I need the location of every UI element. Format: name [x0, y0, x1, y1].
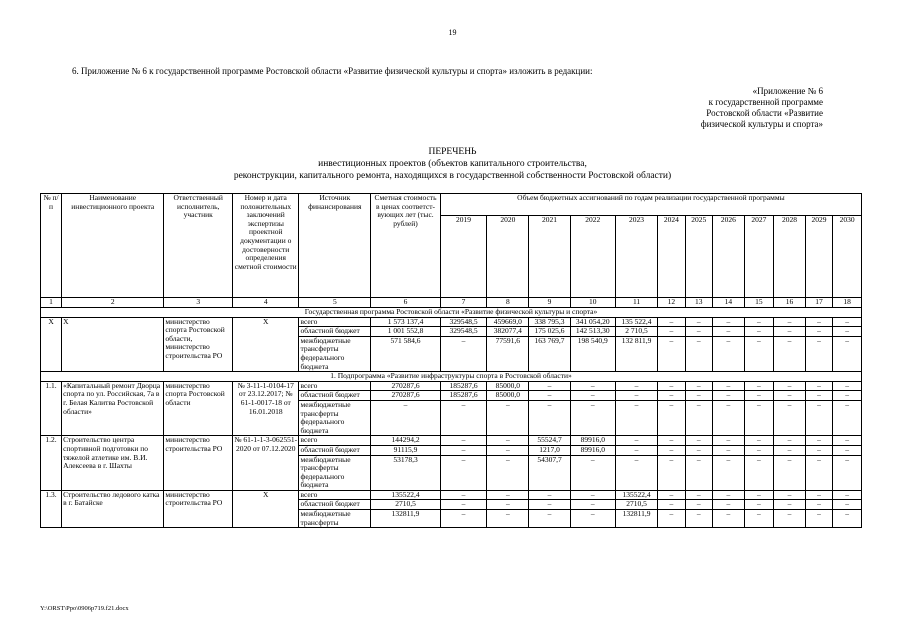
- year-value: 135522,4: [615, 490, 657, 500]
- year-value: –: [744, 455, 774, 490]
- header-expertise: Номер и дата положительных заключений экспертизы проектной документации о достоверности определения сметной стоимости: [233, 194, 299, 298]
- year-value: –: [744, 327, 774, 337]
- year-value: 2 710,5: [615, 327, 657, 337]
- table-header: [41, 194, 862, 308]
- year-value: 329548,5: [440, 317, 486, 327]
- project-num: Х: [41, 317, 62, 372]
- year-value: –: [570, 510, 615, 528]
- year-value: –: [529, 391, 570, 401]
- column-number: 1: [41, 298, 62, 308]
- estimated-cost: 571 584,6: [371, 336, 441, 371]
- year-value: –: [833, 391, 862, 401]
- column-number: 2: [62, 298, 164, 308]
- year-value: –: [713, 455, 745, 490]
- year-value: 1217,0: [529, 445, 570, 455]
- column-number: 18: [833, 298, 862, 308]
- column-number: 12: [658, 298, 685, 308]
- annex-line: к государственной программе: [708, 97, 823, 107]
- column-number: 9: [529, 298, 570, 308]
- year-value: –: [774, 500, 806, 510]
- table-body: [41, 308, 862, 528]
- estimated-cost: 91115,9: [371, 445, 441, 455]
- year-value: –: [440, 490, 486, 500]
- year-value: 329548,5: [440, 327, 486, 337]
- year-value: –: [774, 391, 806, 401]
- funding-source: областной бюджет: [299, 445, 371, 455]
- year-value: –: [774, 510, 806, 528]
- year-value: –: [685, 490, 712, 500]
- project-num: 1.1.: [41, 381, 62, 436]
- year-value: –: [685, 510, 712, 528]
- year-value: –: [487, 445, 529, 455]
- year-value: –: [685, 336, 712, 371]
- year-value: –: [713, 317, 745, 327]
- header-project-name: Наименование инвестиционного проекта: [62, 194, 164, 298]
- year-value: –: [744, 336, 774, 371]
- table-row: [41, 490, 862, 500]
- year-value: –: [685, 400, 712, 435]
- year-value: –: [774, 336, 806, 371]
- header-year: 2020: [487, 216, 529, 298]
- year-value: –: [615, 455, 657, 490]
- title-line: реконструкции, капитального ремонта, находящихся в государственной собственности Ростовской области): [233, 171, 672, 181]
- year-value: 163 769,7: [529, 336, 570, 371]
- year-value: –: [615, 436, 657, 446]
- year-value: 54307,7: [529, 455, 570, 490]
- year-value: –: [774, 317, 806, 327]
- year-value: 135 522,4: [615, 317, 657, 327]
- year-value: –: [570, 381, 615, 391]
- estimated-cost: 1 001 552,8: [371, 327, 441, 337]
- year-value: –: [744, 400, 774, 435]
- title-line: ПЕРЕЧЕНЬ: [428, 147, 477, 157]
- year-value: –: [744, 317, 774, 327]
- year-value: 2710,5: [615, 500, 657, 510]
- header-num: № п/п: [41, 194, 62, 298]
- year-value: 142 513,30: [570, 327, 615, 337]
- year-value: –: [713, 327, 745, 337]
- year-value: –: [833, 510, 862, 528]
- year-value: –: [713, 391, 745, 401]
- year-value: –: [570, 490, 615, 500]
- funding-source: межбюджетные трансферты федерального бюджета: [299, 455, 371, 490]
- column-number: 11: [615, 298, 657, 308]
- year-value: –: [713, 490, 745, 500]
- header-year: 2022: [570, 216, 615, 298]
- year-value: –: [658, 436, 685, 446]
- project-name: «Капитальный ремонт Дворца спорта по ул. Российская, 7а в г. Белая Калитва Ростовской области»: [62, 381, 164, 436]
- year-value: 382077,4: [487, 327, 529, 337]
- project-expertise: № 3-11-1-0104-17 от 23.12.2017; № 61-1-0017-18 от 16.01.2018: [233, 381, 299, 436]
- project-name: Строительство центра спортивной подготовки по тяжелой атлетике им. В.И. Алексеева в г. Шахты: [62, 436, 164, 491]
- year-value: –: [658, 317, 685, 327]
- title-line: инвестиционных проектов (объектов капитального строительства,: [318, 159, 587, 169]
- annex-line: физической культуры и спорта»: [700, 119, 823, 129]
- year-value: 198 540,9: [570, 336, 615, 371]
- year-value: –: [658, 500, 685, 510]
- year-value: –: [744, 381, 774, 391]
- year-value: –: [685, 317, 712, 327]
- year-value: –: [744, 510, 774, 528]
- project-num: 1.2.: [41, 436, 62, 491]
- project-num: 1.3.: [41, 490, 62, 527]
- year-value: –: [658, 336, 685, 371]
- year-value: –: [805, 436, 832, 446]
- header-year: 2028: [774, 216, 806, 298]
- year-value: –: [529, 510, 570, 528]
- project-expertise: Х: [233, 317, 299, 372]
- funding-source: межбюджетные трансферты федерального бюджета: [299, 336, 371, 371]
- year-value: –: [774, 381, 806, 391]
- year-value: –: [833, 336, 862, 371]
- header-year: 2030: [833, 216, 862, 298]
- year-value: –: [440, 510, 486, 528]
- year-value: –: [805, 500, 832, 510]
- year-value: –: [658, 445, 685, 455]
- estimated-cost: 270287,6: [371, 391, 441, 401]
- funding-source: областной бюджет: [299, 327, 371, 337]
- funding-source: всего: [299, 490, 371, 500]
- funding-source: всего: [299, 436, 371, 446]
- year-value: –: [685, 436, 712, 446]
- year-value: –: [487, 436, 529, 446]
- header-executor: Ответственный исполнитель, участник: [164, 194, 233, 298]
- year-value: –: [658, 400, 685, 435]
- column-number: 5: [299, 298, 371, 308]
- year-value: –: [440, 455, 486, 490]
- annex-line: «Приложение № 6: [752, 86, 823, 96]
- column-number: 14: [713, 298, 745, 308]
- year-value: –: [529, 400, 570, 435]
- year-value: –: [805, 327, 832, 337]
- year-value: –: [615, 381, 657, 391]
- year-value: –: [713, 400, 745, 435]
- year-value: –: [685, 455, 712, 490]
- year-value: –: [529, 500, 570, 510]
- year-value: –: [615, 391, 657, 401]
- year-value: –: [713, 381, 745, 391]
- column-number: 15: [744, 298, 774, 308]
- document-title: [0, 146, 905, 182]
- funding-source: всего: [299, 381, 371, 391]
- file-path-footer: Y:\ORST\Ppo\0906p719.f21.docx: [40, 605, 129, 612]
- year-value: –: [805, 510, 832, 528]
- year-value: 55524,7: [529, 436, 570, 446]
- year-value: –: [744, 500, 774, 510]
- column-number: 10: [570, 298, 615, 308]
- column-number: 3: [164, 298, 233, 308]
- year-value: –: [805, 445, 832, 455]
- amendment-intro: 6. Приложение № 6 к государственной программе Ростовской области «Развитие физической культуры и спорта» изложить в редакции:: [72, 66, 593, 76]
- year-value: 77591,6: [487, 336, 529, 371]
- project-executor: министерство строительства РО: [164, 436, 233, 491]
- year-value: –: [658, 510, 685, 528]
- table-row: [41, 381, 862, 391]
- year-value: –: [744, 490, 774, 500]
- year-value: –: [685, 445, 712, 455]
- program-title-row: Государственная программа Ростовской области «Развитие физической культуры и спорта»: [41, 308, 862, 318]
- year-value: –: [487, 400, 529, 435]
- year-value: –: [440, 445, 486, 455]
- year-value: –: [713, 336, 745, 371]
- year-value: –: [774, 445, 806, 455]
- year-value: –: [833, 455, 862, 490]
- year-value: –: [487, 510, 529, 528]
- year-value: –: [658, 327, 685, 337]
- year-value: 175 025,6: [529, 327, 570, 337]
- header-year: 2025: [685, 216, 712, 298]
- column-number: 17: [805, 298, 832, 308]
- year-value: 185287,6: [440, 381, 486, 391]
- year-value: 132 811,9: [615, 336, 657, 371]
- year-value: –: [805, 336, 832, 371]
- column-number: 4: [233, 298, 299, 308]
- column-number: 8: [487, 298, 529, 308]
- funding-source: межбюджетные трансферты федерального бюджета: [299, 400, 371, 435]
- year-value: –: [713, 445, 745, 455]
- column-number: 7: [440, 298, 486, 308]
- year-value: –: [570, 455, 615, 490]
- estimated-cost: 1 573 137,4: [371, 317, 441, 327]
- year-value: –: [658, 490, 685, 500]
- header-year: 2023: [615, 216, 657, 298]
- annex-heading: [701, 86, 823, 130]
- estimated-cost: 270287,6: [371, 381, 441, 391]
- header-year: 2021: [529, 216, 570, 298]
- year-value: –: [685, 391, 712, 401]
- year-value: –: [658, 381, 685, 391]
- column-number: 16: [774, 298, 806, 308]
- year-value: –: [570, 500, 615, 510]
- header-year: 2019: [440, 216, 486, 298]
- year-value: 132811,9: [615, 510, 657, 528]
- year-value: –: [615, 400, 657, 435]
- estimated-cost: 53178,3: [371, 455, 441, 490]
- estimated-cost: 2710,5: [371, 500, 441, 510]
- year-value: 85000,0: [487, 391, 529, 401]
- year-value: –: [487, 500, 529, 510]
- year-value: –: [570, 400, 615, 435]
- year-value: –: [833, 490, 862, 500]
- header-estimated-cost: Сметная стоимость в ценах соответст-вующих лет (тыс. рублей): [371, 194, 441, 298]
- year-value: –: [833, 381, 862, 391]
- funding-source: всего: [299, 317, 371, 327]
- year-value: 89916,0: [570, 436, 615, 446]
- project-executor: министерство строительства РО: [164, 490, 233, 527]
- funding-source: областной бюджет: [299, 391, 371, 401]
- year-value: –: [658, 455, 685, 490]
- year-value: –: [805, 381, 832, 391]
- table-row: [41, 436, 862, 446]
- year-value: 338 795,3: [529, 317, 570, 327]
- year-value: –: [440, 400, 486, 435]
- year-value: –: [774, 490, 806, 500]
- year-value: –: [529, 381, 570, 391]
- header-budget-volume: Объем бюджетных ассигнований по годам реализации государственной программы: [440, 194, 861, 216]
- year-value: 89916,0: [570, 445, 615, 455]
- year-value: –: [487, 490, 529, 500]
- page-number: 19: [448, 28, 457, 37]
- year-value: –: [744, 391, 774, 401]
- year-value: –: [713, 500, 745, 510]
- year-value: –: [685, 500, 712, 510]
- project-name: Строительство ледового катка в г. Батайске: [62, 490, 164, 527]
- year-value: 85000,0: [487, 381, 529, 391]
- project-expertise: № 61-1-1-3-062551-2020 от 07.12.2020: [233, 436, 299, 491]
- year-value: –: [685, 381, 712, 391]
- funding-source: областной бюджет: [299, 500, 371, 510]
- year-value: –: [685, 327, 712, 337]
- year-value: –: [833, 500, 862, 510]
- year-value: –: [440, 436, 486, 446]
- year-value: –: [774, 400, 806, 435]
- project-executor: министерство спорта Ростовской области: [164, 381, 233, 436]
- column-number: 6: [371, 298, 441, 308]
- estimated-cost: 144294,2: [371, 436, 441, 446]
- year-value: –: [744, 436, 774, 446]
- funding-source: межбюджетные трансферты: [299, 510, 371, 528]
- project-expertise: Х: [233, 490, 299, 527]
- year-value: –: [774, 455, 806, 490]
- year-value: –: [658, 391, 685, 401]
- year-value: –: [833, 400, 862, 435]
- year-value: 185287,6: [440, 391, 486, 401]
- year-value: –: [440, 500, 486, 510]
- year-value: –: [805, 455, 832, 490]
- year-value: –: [805, 317, 832, 327]
- estimated-cost: 132811,9: [371, 510, 441, 528]
- year-value: –: [744, 445, 774, 455]
- year-value: –: [440, 336, 486, 371]
- year-value: –: [570, 391, 615, 401]
- year-value: –: [529, 490, 570, 500]
- year-value: –: [774, 327, 806, 337]
- header-year: 2029: [805, 216, 832, 298]
- project-name: Х: [62, 317, 164, 372]
- year-value: –: [805, 490, 832, 500]
- year-value: 459669,0: [487, 317, 529, 327]
- subprogram-title-row: 1. Подпрограмма «Развитие инфраструктуры спорта в Ростовской области»: [41, 372, 862, 382]
- header-funding-source: Источник финансирования: [299, 194, 371, 298]
- header-year: 2027: [744, 216, 774, 298]
- header-year: 2026: [713, 216, 745, 298]
- year-value: –: [833, 317, 862, 327]
- year-value: –: [774, 436, 806, 446]
- annex-line: Ростовской области «Развитие: [706, 108, 823, 118]
- project-executor: министерство спорта Ростовской области, министерство строительства РО: [164, 317, 233, 372]
- estimated-cost: 135522,4: [371, 490, 441, 500]
- estimated-cost: –: [371, 400, 441, 435]
- table-row: [41, 317, 862, 327]
- year-value: –: [833, 445, 862, 455]
- year-value: –: [487, 455, 529, 490]
- year-value: –: [833, 436, 862, 446]
- column-number: 13: [685, 298, 712, 308]
- year-value: –: [805, 400, 832, 435]
- year-value: –: [713, 510, 745, 528]
- year-value: –: [833, 327, 862, 337]
- year-value: –: [615, 445, 657, 455]
- year-value: –: [713, 436, 745, 446]
- year-value: 341 054,20: [570, 317, 615, 327]
- year-value: –: [805, 391, 832, 401]
- investment-projects-table: [40, 193, 862, 528]
- header-year: 2024: [658, 216, 685, 298]
